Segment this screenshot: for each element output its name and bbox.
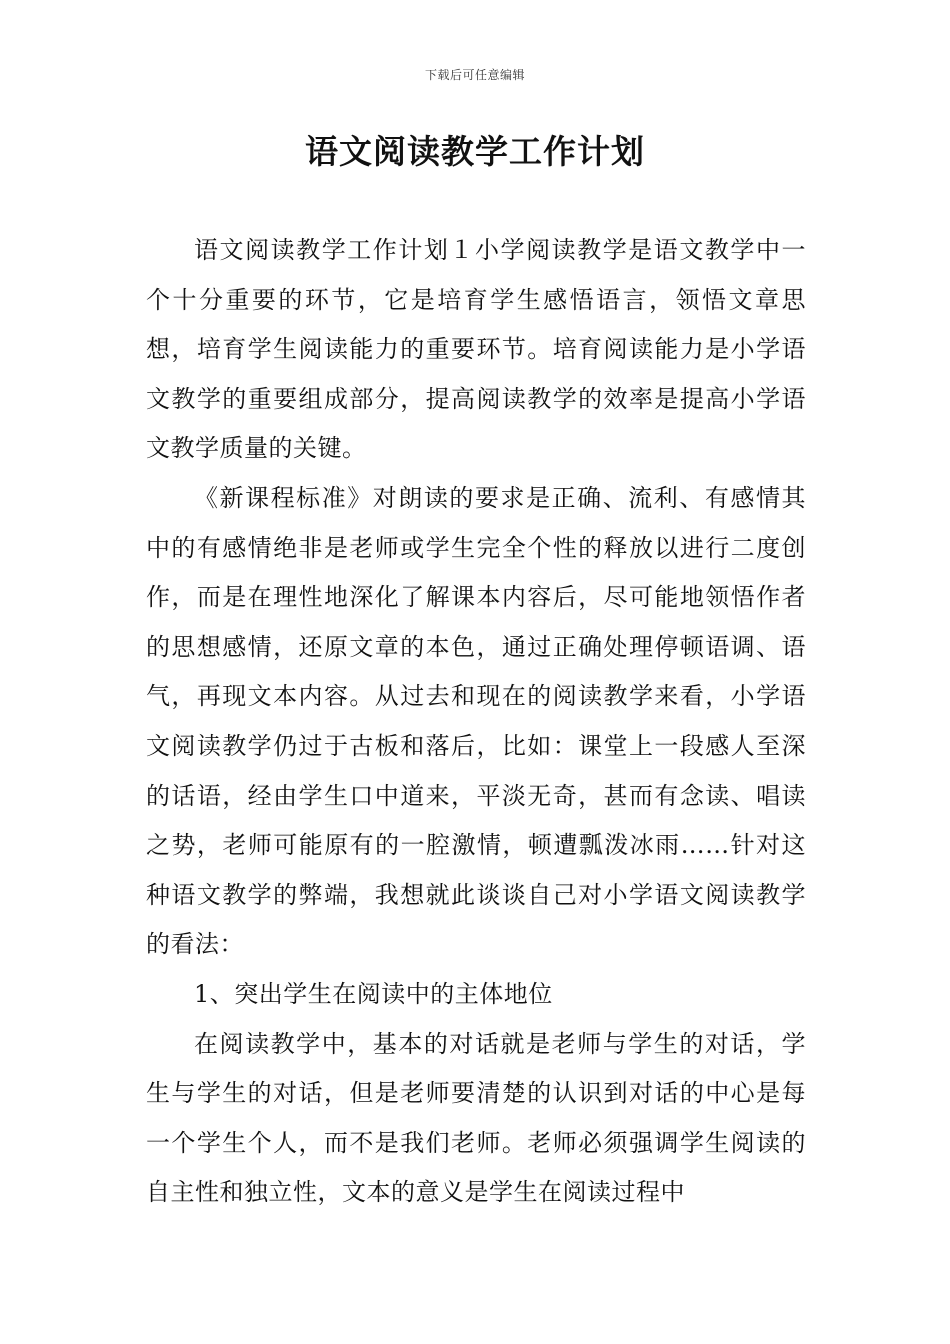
header-note: 下载后可任意编辑 — [424, 68, 525, 82]
section-heading-1: 1、突出学生在阅读中的主体地位 — [194, 979, 553, 1008]
document-title: 语文阅读教学工作计划 — [305, 132, 645, 171]
document-body — [146, 226, 806, 1218]
paragraph-intro: 语文阅读教学工作计划１小学阅读教学是语文教学中一个十分重要的环节，它是培育学生感悟语言，领悟文章思想，培育学生阅读能力的重要环节。培育阅读能力是小学语文教学的重要组成部分，提高阅读教学的效率是提高小学语文教学质量的关键。 — [146, 236, 806, 463]
paragraph-dialogue: 在阅读教学中，基本的对话就是老师与学生的对话，学生与学生的对话，但是老师要清楚的认识到对话的中心是每一个学生个人，而不是我们老师。老师必须强调学生阅读的自主性和独立性，文本的意义是学生在阅读过程中 — [146, 1029, 806, 1207]
paragraph-standard: 《新课程标准》对朗读的要求是正确、流利、有感情其中的有感情绝非是老师或学生完全个性的释放以进行二度创作，而是在理性地深化了解课本内容后，尽可能地领悟作者的思想感情，还原文章的本色，通过正确处理停顿语调、语气，再现文本内容。从过去和现在的阅读教学来看，小学语文阅读教学仍过于古板和落后，比如：课堂上一段感人至深的话语，经由学生口中道来，平淡无奇，甚而有念读、唱读之势，老师可能原有的一腔激情，顿遭瓢泼冰雨……针对这种语文教学的弊端，我想就此谈谈自己对小学语文阅读教学的看法： — [146, 483, 806, 959]
